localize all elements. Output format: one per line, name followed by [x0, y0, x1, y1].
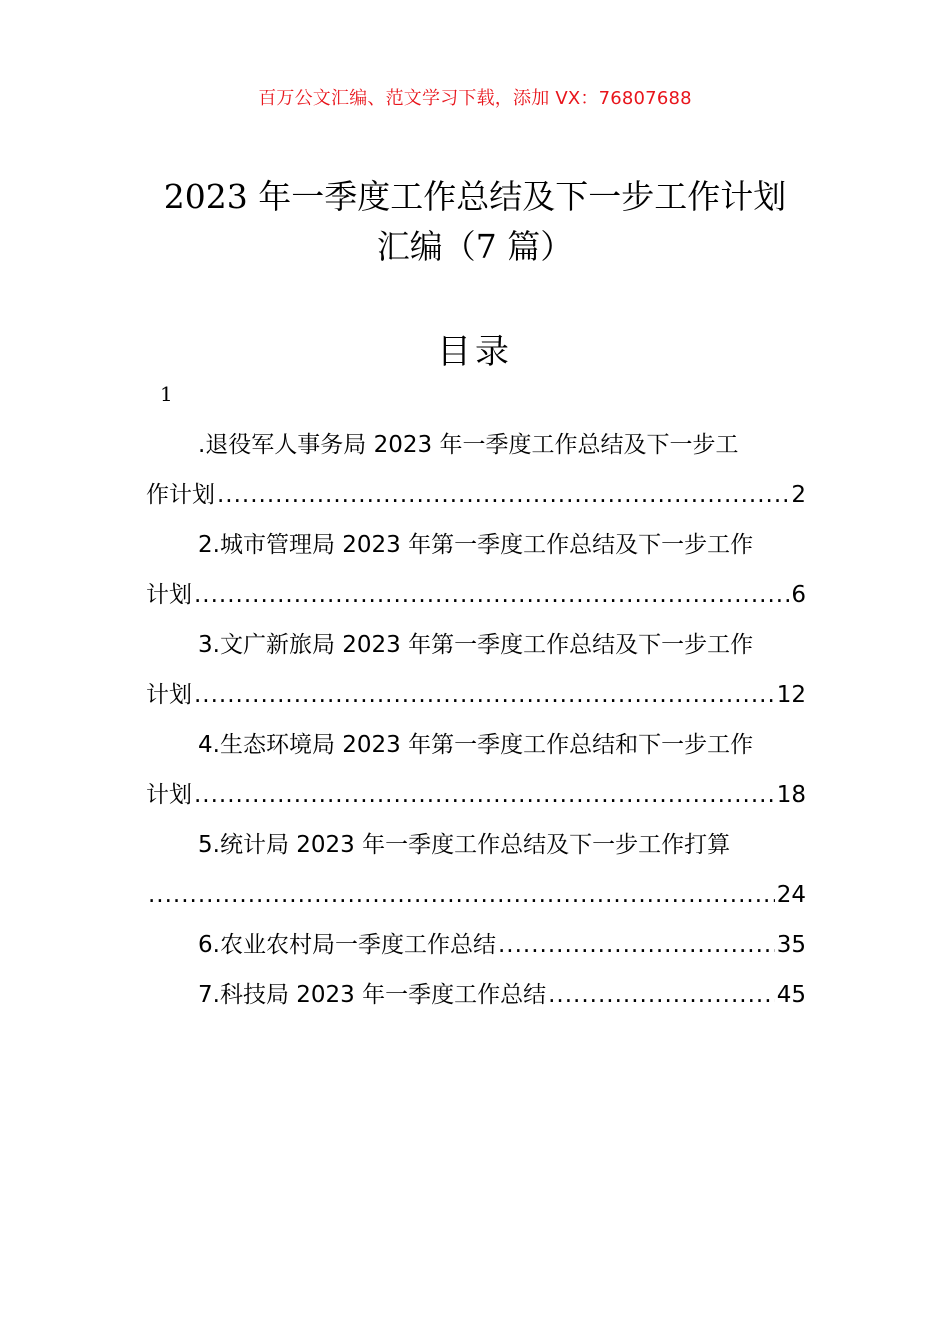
dot-leader — [548, 970, 775, 1020]
dot-leader — [194, 770, 775, 820]
title-year: 2023 — [163, 177, 248, 216]
toc-entry-4-line-1[interactable]: 4.生态环境局 2023 年第一季度工作总结和下一步工作 — [198, 732, 754, 758]
toc-entry-1-tail: 作计划 — [146, 482, 215, 508]
toc-entry-4-tail: 计划 — [146, 782, 192, 808]
toc-entry-1-line-2[interactable] — [146, 470, 806, 520]
toc-entry-2-tail: 计划 — [146, 582, 192, 608]
toc-entry-2-line-1[interactable]: 2.城市管理局 2023 年第一季度工作总结及下一步工作 — [198, 532, 754, 558]
title-line-1-text: 年一季度工作总结及下一步工作计划 — [247, 177, 787, 216]
toc-entry-4-page: 18 — [776, 782, 806, 808]
toc-entry-3-page: 12 — [776, 682, 806, 708]
toc-entry-6-page: 35 — [776, 932, 806, 958]
dot-leader — [217, 470, 789, 520]
toc-entry-2-page: 6 — [791, 582, 806, 608]
toc-entry-3-line-1[interactable]: 3.文广新旅局 2023 年第一季度工作总结及下一步工作 — [198, 632, 754, 658]
toc-stray-number: 1 — [160, 382, 173, 406]
dot-leader — [194, 670, 775, 720]
toc-entry-5-line-2[interactable] — [146, 870, 806, 920]
toc-entry-7[interactable] — [146, 970, 806, 1020]
toc-entry-1-line-1[interactable]: .退役军人事务局 2023 年一季度工作总结及下一步工 — [198, 432, 739, 458]
title-count: 7 — [475, 227, 497, 266]
toc-entry-7-text: 7.科技局 2023 年一季度工作总结 — [198, 982, 547, 1008]
toc-entry-5-line-1[interactable]: 5.统计局 2023 年一季度工作总结及下一步工作打算 — [198, 832, 731, 858]
document-title-line-1 — [0, 175, 950, 219]
toc-entry-3-line-2[interactable] — [146, 670, 806, 720]
table-of-contents — [146, 420, 806, 1020]
toc-entry-2-line-2[interactable] — [146, 570, 806, 620]
toc-entry-3-tail: 计划 — [146, 682, 192, 708]
toc-entry-6[interactable] — [146, 920, 806, 970]
toc-entry-1-page: 2 — [791, 482, 806, 508]
title-line-2-prefix: 汇编（ — [376, 227, 476, 266]
toc-entry-6-text: 6.农业农村局一季度工作总结 — [198, 932, 496, 958]
dot-leader — [148, 870, 775, 920]
promo-header: 百万公文汇编、范文学习下载，添加 VX：76807688 — [258, 88, 692, 109]
document-title-line-2 — [0, 225, 950, 269]
toc-entry-5-page: 24 — [776, 882, 806, 908]
title-line-2-suffix: 篇） — [496, 227, 574, 266]
toc-entry-7-page: 45 — [776, 982, 806, 1008]
dot-leader — [194, 570, 789, 620]
toc-entry-4-line-2[interactable] — [146, 770, 806, 820]
toc-heading: 目录 — [437, 332, 513, 372]
dot-leader — [498, 920, 775, 970]
